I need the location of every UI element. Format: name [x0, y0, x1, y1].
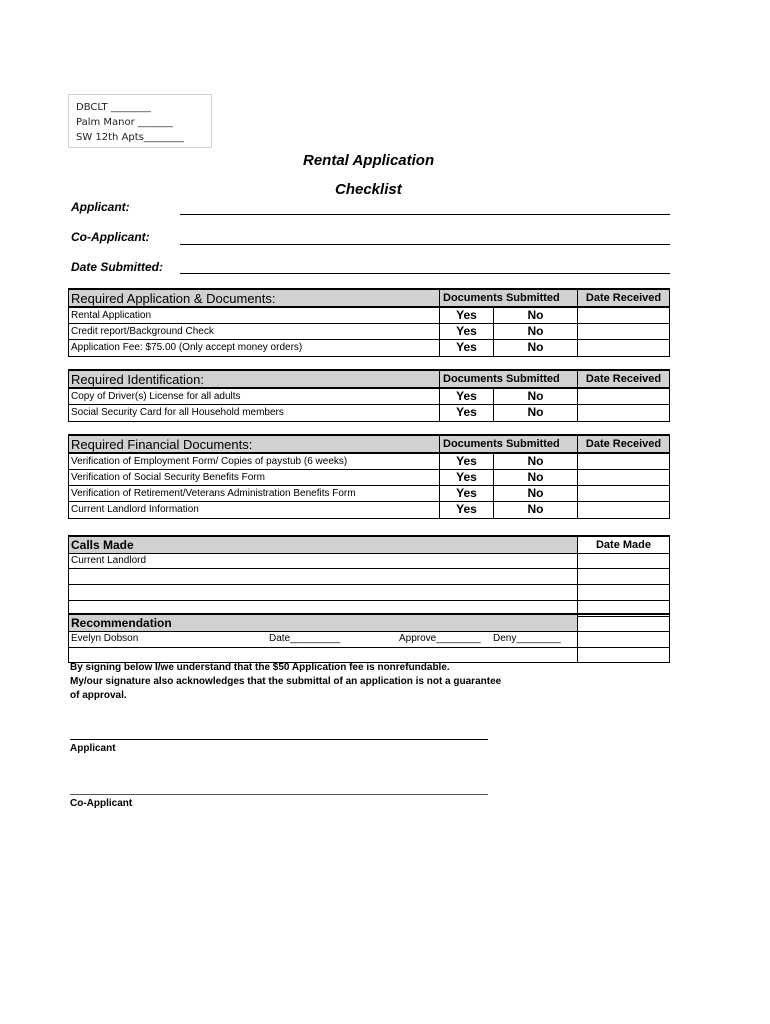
- checklist-row: [69, 405, 669, 421]
- yes-option[interactable]: Yes: [439, 340, 493, 356]
- checklist-row: [69, 389, 669, 405]
- property-palm-manor: Palm Manor _______: [76, 117, 173, 128]
- date-received-cell[interactable]: [577, 308, 669, 323]
- applicant-line[interactable]: [180, 214, 670, 215]
- section-heading: Required Identification:: [71, 372, 204, 387]
- form-subtitle: Checklist: [335, 181, 402, 198]
- yes-option[interactable]: Yes: [439, 486, 493, 501]
- recommendation-row: [69, 648, 669, 662]
- applicant-signature-line[interactable]: [70, 739, 488, 740]
- call-row: [69, 585, 669, 601]
- property-dbclt: DBCLT ________: [76, 102, 151, 113]
- checklist-row: [69, 454, 669, 470]
- calls-made-table: [68, 535, 670, 617]
- date-received-header: Date Received: [577, 371, 669, 387]
- property-sw-12th-apts: SW 12th Apts________: [76, 132, 184, 143]
- section-application-documents: [68, 288, 670, 357]
- yes-option[interactable]: Yes: [439, 308, 493, 323]
- checklist-row: [69, 502, 669, 518]
- date-submitted-line[interactable]: [180, 273, 670, 274]
- recommender-name: Evelyn Dobson: [71, 633, 139, 644]
- recommendation-table: [68, 613, 670, 663]
- date-submitted-label: Date Submitted:: [71, 260, 164, 274]
- item-label: Rental Application: [71, 310, 152, 321]
- yes-option[interactable]: Yes: [439, 324, 493, 339]
- no-option[interactable]: No: [493, 502, 577, 518]
- item-label: Social Security Card for all Household members: [71, 407, 284, 418]
- property-checkbox-list: [68, 94, 212, 148]
- section-header: [69, 436, 669, 454]
- date-received-cell[interactable]: [577, 389, 669, 404]
- section-header: [69, 290, 669, 308]
- no-option[interactable]: No: [493, 454, 577, 469]
- item-label: Credit report/Background Check: [71, 326, 214, 337]
- date-made-header: Date Made: [577, 537, 669, 553]
- checklist-row: [69, 340, 669, 356]
- section-financial-documents: [68, 434, 670, 519]
- call-row: [69, 569, 669, 585]
- checklist-row: [69, 486, 669, 502]
- item-label: Verification of Employment Form/ Copies of paystub (6 weeks): [71, 456, 348, 467]
- documents-submitted-header: Documents Submitted: [439, 436, 577, 452]
- approve-option[interactable]: Approve________: [399, 633, 481, 644]
- no-option[interactable]: No: [493, 389, 577, 404]
- no-option[interactable]: No: [493, 340, 577, 356]
- date-received-header: Date Received: [577, 436, 669, 452]
- date-made-cell[interactable]: [577, 585, 669, 600]
- co-applicant-label: Co-Applicant:: [71, 230, 150, 244]
- notice-line-2: My/our signature also acknowledges that the submittal of an application is not a guarantee: [70, 676, 502, 687]
- documents-submitted-header: Documents Submitted: [439, 371, 577, 387]
- date-received-cell[interactable]: [577, 324, 669, 339]
- yes-option[interactable]: Yes: [439, 470, 493, 485]
- applicant-signature-label: Applicant: [70, 743, 116, 754]
- date-received-cell[interactable]: [577, 340, 669, 356]
- yes-option[interactable]: Yes: [439, 389, 493, 404]
- date-received-cell[interactable]: [577, 470, 669, 485]
- recommendation-entry: [69, 632, 577, 647]
- section-heading: Required Application & Documents:: [71, 291, 276, 306]
- recommendation-row: [69, 632, 669, 648]
- section-identification: [68, 369, 670, 422]
- no-option[interactable]: No: [493, 470, 577, 485]
- item-label: Application Fee: $75.00 (Only accept money orders): [71, 342, 303, 353]
- co-applicant-line[interactable]: [180, 244, 670, 245]
- recommendation-spacer: [69, 648, 577, 662]
- recommendation-heading: Recommendation: [69, 615, 577, 631]
- co-applicant-signature-line[interactable]: [70, 794, 488, 795]
- notice-line-1: By signing below I/we understand that the $50 Application fee is nonrefundable.: [70, 662, 450, 673]
- item-label: Current Landlord Information: [71, 504, 199, 515]
- date-received-cell[interactable]: [577, 454, 669, 469]
- item-label: Verification of Retirement/Veterans Administration Benefits Form: [71, 488, 356, 499]
- call-entry[interactable]: Current Landlord: [71, 555, 147, 566]
- notice-line-3: of approval.: [70, 690, 127, 701]
- date-made-cell[interactable]: [577, 569, 669, 584]
- documents-submitted-header: Documents Submitted: [439, 290, 577, 306]
- call-entry[interactable]: [69, 585, 577, 600]
- checklist-row: [69, 308, 669, 324]
- applicant-label: Applicant:: [71, 200, 130, 214]
- section-heading: Required Financial Documents:: [71, 437, 253, 452]
- date-received-header: Date Received: [577, 290, 669, 306]
- calls-made-header: [69, 537, 669, 554]
- date-made-cell[interactable]: [577, 554, 669, 568]
- section-header: [69, 371, 669, 389]
- date-received-cell[interactable]: [577, 486, 669, 501]
- date-received-cell[interactable]: [577, 502, 669, 518]
- item-label: Verification of Social Security Benefits Form: [71, 472, 265, 483]
- recommendation-header: [69, 615, 669, 632]
- date-received-cell[interactable]: [577, 405, 669, 421]
- no-option[interactable]: No: [493, 324, 577, 339]
- yes-option[interactable]: Yes: [439, 405, 493, 421]
- calls-made-heading: Calls Made: [69, 537, 577, 553]
- form-title: Rental Application: [303, 152, 435, 169]
- checklist-row: [69, 324, 669, 340]
- call-row: [69, 554, 669, 569]
- checklist-row: [69, 470, 669, 486]
- no-option[interactable]: No: [493, 405, 577, 421]
- recommendation-date[interactable]: Date_________: [269, 633, 341, 644]
- call-entry[interactable]: [69, 569, 577, 584]
- co-applicant-signature-label: Co-Applicant: [70, 798, 133, 809]
- no-option[interactable]: No: [493, 486, 577, 501]
- yes-option[interactable]: Yes: [439, 502, 493, 518]
- recommendation-cell[interactable]: [577, 648, 669, 662]
- yes-option[interactable]: Yes: [439, 454, 493, 469]
- deny-option[interactable]: Deny________: [493, 633, 561, 644]
- no-option[interactable]: No: [493, 308, 577, 323]
- item-label: Copy of Driver(s) License for all adults: [71, 391, 241, 402]
- recommendation-header-cell: [577, 615, 669, 631]
- recommendation-cell[interactable]: [577, 632, 669, 647]
